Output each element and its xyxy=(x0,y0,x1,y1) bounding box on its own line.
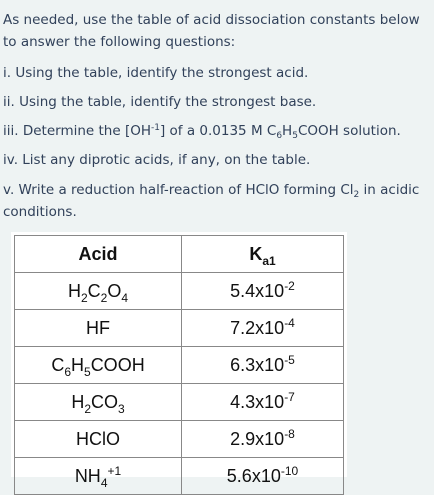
formula-text: H xyxy=(71,354,84,375)
q5-sub: 2 xyxy=(353,190,360,200)
formula-subscript: 3 xyxy=(118,401,125,416)
q5-suffix: in acidic conditions. xyxy=(3,182,420,220)
formula-text: COOH xyxy=(90,354,145,375)
formula-text: HF xyxy=(86,317,110,338)
acid-formula xyxy=(15,458,182,495)
q3-suffix: COOH solution. xyxy=(297,123,401,139)
formula-text: C xyxy=(51,354,65,375)
instructions-text: As needed, use the table of acid dissociation constants below to answer the following questions: xyxy=(3,12,420,50)
ka-value xyxy=(182,421,344,458)
acid-formula xyxy=(15,384,182,421)
q3-middle: ] of a 0.0135 M C xyxy=(159,123,277,139)
question-2: ii. Using the table, identify the strongest base. xyxy=(3,94,317,110)
q3-prefix: iii. Determine the [OH xyxy=(3,123,151,139)
formula-text: HClO xyxy=(76,428,120,449)
q3-h: H xyxy=(282,123,293,139)
ka-value xyxy=(182,384,344,421)
ka-exponent: -7 xyxy=(284,389,295,404)
table-header-row xyxy=(15,236,344,273)
ka-value xyxy=(182,273,344,310)
acid-formula xyxy=(15,421,182,458)
ka-mantissa: 5.4x10 xyxy=(230,280,285,301)
table-row xyxy=(15,421,344,458)
question-5 xyxy=(3,179,431,223)
table-row xyxy=(15,347,344,384)
acid-formula xyxy=(15,310,182,347)
ka-value xyxy=(182,310,344,347)
ka-exponent: -5 xyxy=(284,352,295,367)
header-acid: Acid xyxy=(15,236,182,273)
table-row xyxy=(15,273,344,310)
formula-charge: +1 xyxy=(107,463,122,478)
ka-exponent: -8 xyxy=(284,426,295,441)
q3-sub2: 5 xyxy=(292,131,298,141)
table-row xyxy=(15,458,344,495)
ka-exponent: -4 xyxy=(284,315,295,330)
formula-subscript: 4 xyxy=(100,475,108,490)
acid-formula xyxy=(15,273,182,310)
question-1: i. Using the table, identify the strongest acid. xyxy=(3,65,309,81)
ka-value xyxy=(182,458,344,495)
ka-mantissa: 4.3x10 xyxy=(230,391,285,412)
ka-exponent: -2 xyxy=(284,278,295,293)
header-k-letter: K xyxy=(249,243,263,264)
formula-subscript: 6 xyxy=(64,364,71,379)
formula-subscript: 2 xyxy=(100,290,108,305)
formula-subscript: 4 xyxy=(121,290,129,305)
formula-text: CO xyxy=(91,391,118,412)
table-row xyxy=(15,310,344,347)
formula-text: NH xyxy=(74,465,101,486)
header-k-subscript: a1 xyxy=(262,253,276,268)
ka-value xyxy=(182,347,344,384)
ka-exponent: -10 xyxy=(280,463,299,478)
ka-mantissa: 7.2x10 xyxy=(230,317,285,338)
formula-text: O xyxy=(107,280,122,301)
formula-text: H xyxy=(67,280,81,301)
ka-mantissa: 6.3x10 xyxy=(230,354,285,375)
formula-text: H xyxy=(71,391,85,412)
formula-subscript: 2 xyxy=(84,401,91,416)
formula-subscript: 5 xyxy=(84,364,91,379)
formula-subscript: 2 xyxy=(80,290,88,305)
ka-mantissa: 5.6x10 xyxy=(226,465,281,486)
acid-dissociation-table xyxy=(14,235,344,495)
q5-prefix: v. Write a reduction half-reaction of HClO forming Cl xyxy=(3,182,354,198)
question-4: iv. List any diprotic acids, if any, on the table. xyxy=(3,152,311,168)
ka-mantissa: 2.9x10 xyxy=(230,428,285,449)
q3-sub1: 6 xyxy=(276,131,283,141)
table-row xyxy=(15,384,344,421)
q3-charge: -1 xyxy=(151,123,160,133)
question-3 xyxy=(3,120,431,142)
acid-table-container xyxy=(11,232,347,490)
acid-formula xyxy=(15,347,182,384)
header-ka1 xyxy=(182,236,344,273)
formula-text: C xyxy=(87,280,101,301)
